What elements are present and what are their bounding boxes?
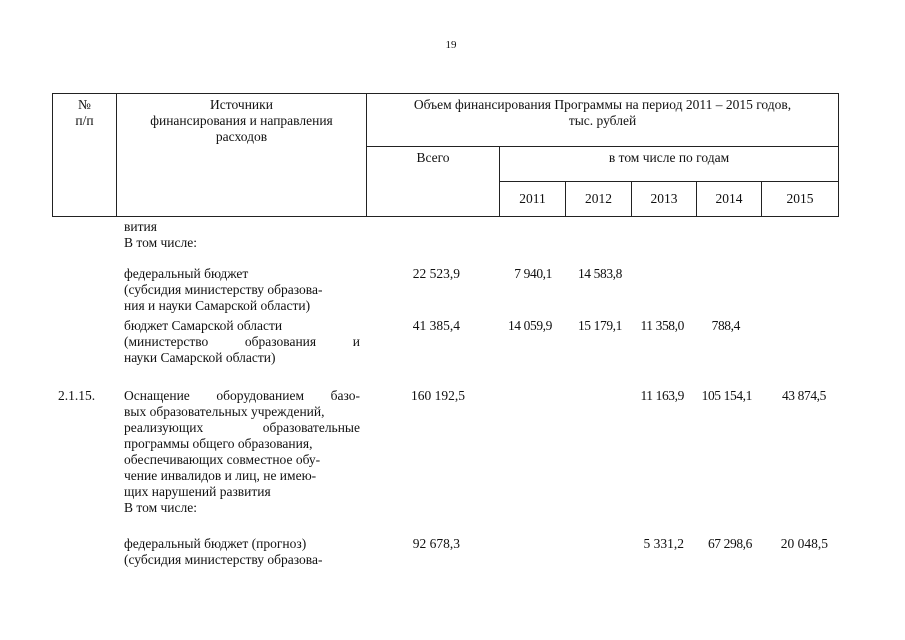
federal-budget-1-2012: 14 583,8	[577, 266, 622, 281]
federal-budget-1-description	[124, 266, 360, 314]
federal-budget-2-total: 92 678,3	[412, 536, 460, 551]
text-line: В том числе:	[124, 235, 197, 250]
regional-budget-1-2014: 788,4	[711, 318, 740, 333]
federal-budget-2-2013: 5 331,2	[643, 536, 684, 551]
item-2-1-15-total: 160 192,5	[411, 388, 465, 403]
header-year-2014: 2014	[697, 182, 762, 217]
text-line-justified	[124, 388, 360, 404]
text-line: В том числе:	[124, 500, 197, 515]
item-2-1-15-number: 2.1.15.	[58, 388, 96, 403]
header-col-source	[117, 94, 367, 217]
regional-budget-1-description	[124, 318, 360, 366]
continuation-description	[124, 219, 360, 251]
header-year-2013: 2013	[632, 182, 697, 217]
header-source-line-3: расходов	[215, 129, 268, 144]
item-2-1-15-2014: 105 154,1	[701, 388, 752, 403]
item-2-1-15-2013: 11 163,9	[640, 388, 684, 403]
federal-budget-2-2014: 67 298,6	[707, 536, 752, 551]
header-col-years: в том числе по годам	[500, 147, 839, 182]
word: образования	[244, 334, 317, 349]
table-header	[52, 93, 839, 217]
word: реализующих	[124, 420, 204, 435]
header-col-volume	[367, 94, 839, 147]
header-number-line-2: п/п	[75, 113, 94, 128]
text-line: щих нарушений развития	[124, 484, 271, 499]
header-volume-line-2: тыс. рублей	[568, 113, 637, 128]
text-line: бюджет Самарской области	[124, 318, 283, 333]
federal-budget-2-2015: 20 048,5	[780, 536, 828, 551]
word: и	[352, 334, 360, 349]
header-year-2012: 2012	[566, 182, 632, 217]
text-line: ния и науки Самарской области)	[124, 298, 311, 313]
word: базо-	[330, 388, 360, 403]
item-2-1-15-description	[124, 388, 360, 516]
header-source-line-2: финансирования и направления	[150, 113, 333, 128]
word: образовательные	[262, 420, 360, 435]
header-year-2011: 2011	[500, 182, 566, 217]
header-year-2015: 2015	[762, 182, 839, 217]
header-number-line-1: №	[78, 97, 91, 112]
federal-budget-2-description	[124, 536, 360, 568]
regional-budget-1-2011: 14 059,9	[507, 318, 552, 333]
text-line: (субсидия министерству образова-	[124, 552, 323, 567]
regional-budget-1-2012: 15 179,1	[577, 318, 622, 333]
header-col-number	[53, 94, 117, 217]
header-volume-line-1: Объем финансирования Программы на период 2011 – 2015 годов,	[413, 97, 792, 112]
header-source-line-1: Источники	[210, 97, 273, 112]
text-line: вития	[124, 219, 157, 234]
text-line: вых образовательных учреждений,	[124, 404, 325, 419]
federal-budget-1-2011: 7 940,1	[514, 266, 552, 281]
word: Оснащение	[124, 388, 190, 403]
text-line: науки Самарской области)	[124, 350, 276, 365]
word: (министерство	[124, 334, 209, 349]
text-line-justified	[124, 420, 360, 436]
regional-budget-1-2013: 11 358,0	[640, 318, 684, 333]
text-line: (субсидия министерству образова-	[124, 282, 323, 297]
text-line: чение инвалидов и лиц, не имею-	[124, 468, 317, 483]
item-2-1-15-2015: 43 874,5	[781, 388, 826, 403]
text-line: федеральный бюджет	[124, 266, 249, 281]
text-line: федеральный бюджет (прогноз)	[124, 536, 307, 551]
text-line: обеспечивающих совместное обу-	[124, 452, 321, 467]
word: оборудованием	[216, 388, 305, 403]
regional-budget-1-total: 41 385,4	[412, 318, 460, 333]
text-line: программы общего образования,	[124, 436, 313, 451]
text-line-justified	[124, 334, 360, 350]
federal-budget-1-total: 22 523,9	[412, 266, 460, 281]
page-number: 19	[445, 39, 457, 51]
header-col-total: Всего	[367, 147, 500, 217]
